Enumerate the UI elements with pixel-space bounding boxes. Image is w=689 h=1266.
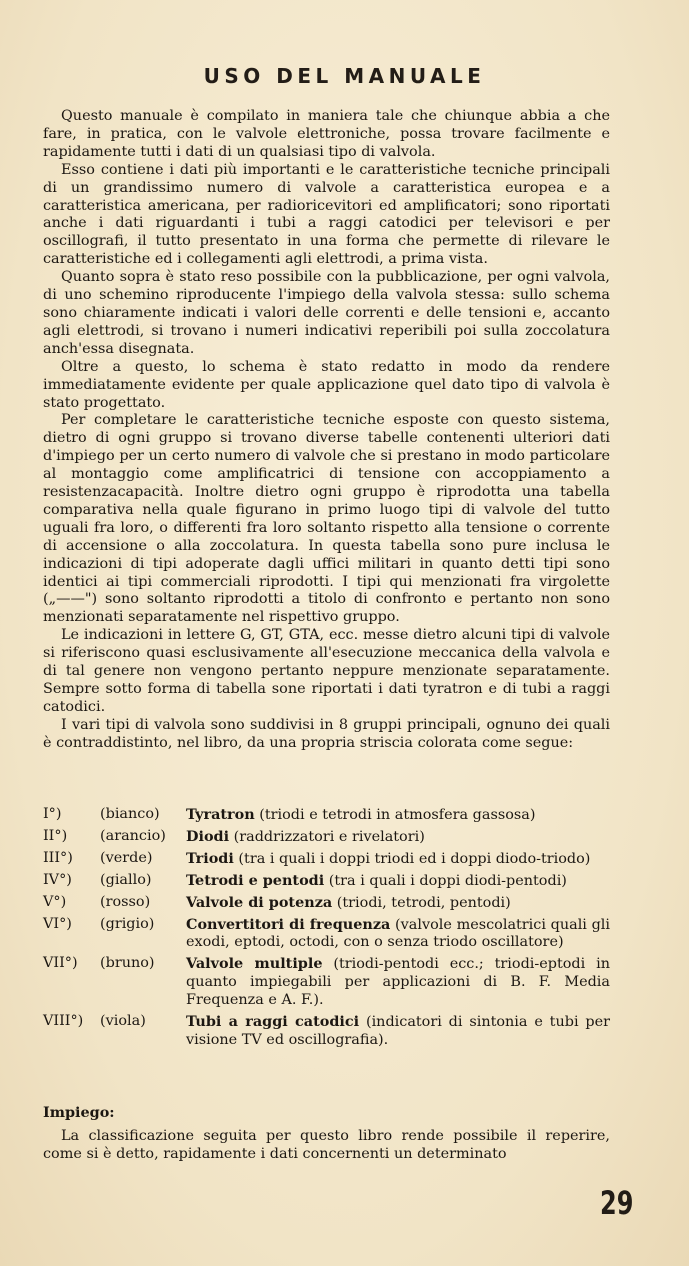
- group-detail: (tra i quali i doppi diodi-pentodi): [324, 872, 567, 889]
- group-name: Triodi: [186, 849, 234, 867]
- group-detail: (triodi-pentodi ecc.; triodi-eptodi in quanto impiegabili per applicazioni di B. F. Media Frequenza e A. F.).: [186, 956, 610, 1009]
- intro-text: [43, 108, 610, 753]
- group-name: Convertitori di frequenza: [186, 915, 391, 933]
- paragraph: I vari tipi di valvola sono suddivisi in 8 gruppi principali, ognuno dei quali è contraddistinto, nel libro, da una propria striscia colorata come segue:: [43, 716, 610, 751]
- impiego-text: [43, 1128, 610, 1164]
- group-number: VI°): [43, 915, 72, 932]
- paragraph: Per completare le caratteristiche tecniche esposte con questo sistema, dietro di ogni gruppo si trovano diverse tabelle contenenti ulteriori dati d'impiego per un certo numero di valvole che si prestano in modo particolare al montaggio come amplificatrici di tensione con accoppiamento a resistenzacapacità. Inoltre dietro ogni gruppo è riprodotta una tabella comparativa nella quale figurano in primo luogo tipi di valvole del tutto uguali fra loro, o differenti fra loro soltanto rispetto alla tensione o corrente di accensione o alla zoccolatura. In questa tabella sono pure inclusa le indicazioni di tipi adoperate dagli uffici militari in quanto detti tipi sono identici ai tipi commerciali riprodotti. I tipi qui menzionati fra virgolette („——") sono soltanto riprodotti a titolo di confronto e pertanto non sono menzionati separatamente nel rispettivo gruppo.: [43, 412, 610, 626]
- paragraph: Oltre a questo, lo schema è stato redatto in modo da rendere immediatamente evidente per quale applicazione quel dato tipo di valvola è stato progettato.: [43, 358, 610, 411]
- group-description: [186, 828, 610, 847]
- group-description: [186, 894, 610, 913]
- group-detail: (indicatori di sintonia e tubi per visione TV ed oscillografia).: [186, 1014, 610, 1048]
- group-number: I°): [43, 806, 62, 822]
- group-row: [43, 828, 610, 847]
- valve-groups-list: [43, 806, 610, 1053]
- group-detail: (triodi, tetrodi, pentodi): [332, 894, 511, 911]
- group-description: [186, 916, 610, 953]
- group-description: [186, 1013, 610, 1050]
- paragraph: Esso contiene i dati più importanti e le caratteristiche tecniche principali di un grandissimo numero di valvole a caratteristica europea e a caratteristica americana, per radioricevitori ed amplificatori; sono riportati anche i dati riguardanti i tubi a raggi catodici per televisori e per oscillografi, il tutto presentato in una forma che permette di rilevare le caratteristiche ed i collegamenti agli elettrodi, a prima vista.: [43, 161, 610, 268]
- group-number: II°): [43, 827, 68, 844]
- group-description: [186, 872, 610, 891]
- group-name: Tubi a raggi catodici: [186, 1013, 360, 1031]
- group-color: (viola): [100, 1013, 146, 1030]
- group-name: Valvole multiple: [186, 955, 323, 973]
- group-row: [43, 894, 610, 913]
- group-row: [43, 806, 610, 825]
- group-color: (bruno): [100, 955, 155, 972]
- group-color: (rosso): [100, 893, 151, 910]
- paragraph: La classificazione seguita per questo libro rende possibile il reperire, come si è detto, rapidamente i dati concernenti un determinato: [43, 1128, 610, 1162]
- group-row: [43, 955, 610, 1010]
- impiego-heading: Impiego:: [43, 1104, 115, 1121]
- paragraph: Questo manuale è compilato in maniera tale che chiunque abbia a che fare, in pratica, con le valvole elettroniche, possa trovare facilmente e rapidamente tutti i dati di un qualsiasi tipo di valvola.: [43, 108, 610, 160]
- group-detail: (valvole mescolatrici quali gli exodi, eptodi, octodi, con o senza triodo oscillatore): [186, 916, 610, 951]
- group-color: (bianco): [100, 806, 160, 822]
- group-number: III°): [43, 849, 73, 866]
- group-color: (giallo): [100, 871, 152, 888]
- group-color: (grigio): [100, 915, 155, 932]
- group-detail: (raddrizzatori e rivelatori): [229, 828, 425, 845]
- group-detail: (tra i quali i doppi triodi ed i doppi diodo-triodo): [233, 850, 591, 867]
- group-number: VIII°): [43, 1013, 84, 1030]
- group-description: [186, 955, 610, 1010]
- group-row: [43, 916, 610, 953]
- paragraph: Quanto sopra è stato reso possibile con la pubblicazione, per ogni valvola, di uno schemino riproducente l'impiego della valvola stessa: sullo schema sono chiaramente indicati i valori delle correnti e delle tensioni e, accanto agli elettrodi, si trovano i numeri indicativi reperibili poi sulla zoccolatura anch'essa disegnata.: [43, 269, 610, 357]
- group-number: VII°): [43, 955, 78, 972]
- group-name: Diodi: [186, 827, 230, 845]
- page-title: USO DEL MANUALE: [203, 64, 486, 88]
- group-name: Tyratron: [186, 806, 255, 823]
- group-row: [43, 1013, 610, 1050]
- group-color: (verde): [100, 849, 153, 866]
- group-number: IV°): [43, 871, 72, 888]
- group-color: (arancio): [100, 827, 166, 844]
- group-description: [186, 806, 610, 825]
- group-row: [43, 872, 610, 891]
- group-name: Valvole di potenza: [186, 893, 333, 911]
- group-description: [186, 850, 610, 869]
- page-number: 29: [600, 1184, 634, 1222]
- group-name: Tetrodi e pentodi: [186, 871, 325, 889]
- group-row: [43, 850, 610, 869]
- group-number: V°): [43, 893, 67, 910]
- group-detail: (triodi e tetrodi in atmosfera gassosa): [254, 807, 536, 823]
- paragraph: Le indicazioni in lettere G, GT, GTA, ecc. messe dietro alcuni tipi di valvole si riferiscono quasi esclusivamente all'esecuzione meccanica della valvola e di tal genere non vengono pertanto neppure menzionate separatamente. Sempre sotto forma di tabella sone riportati i dati tyratron e di tubi a raggi catodici.: [43, 627, 610, 715]
